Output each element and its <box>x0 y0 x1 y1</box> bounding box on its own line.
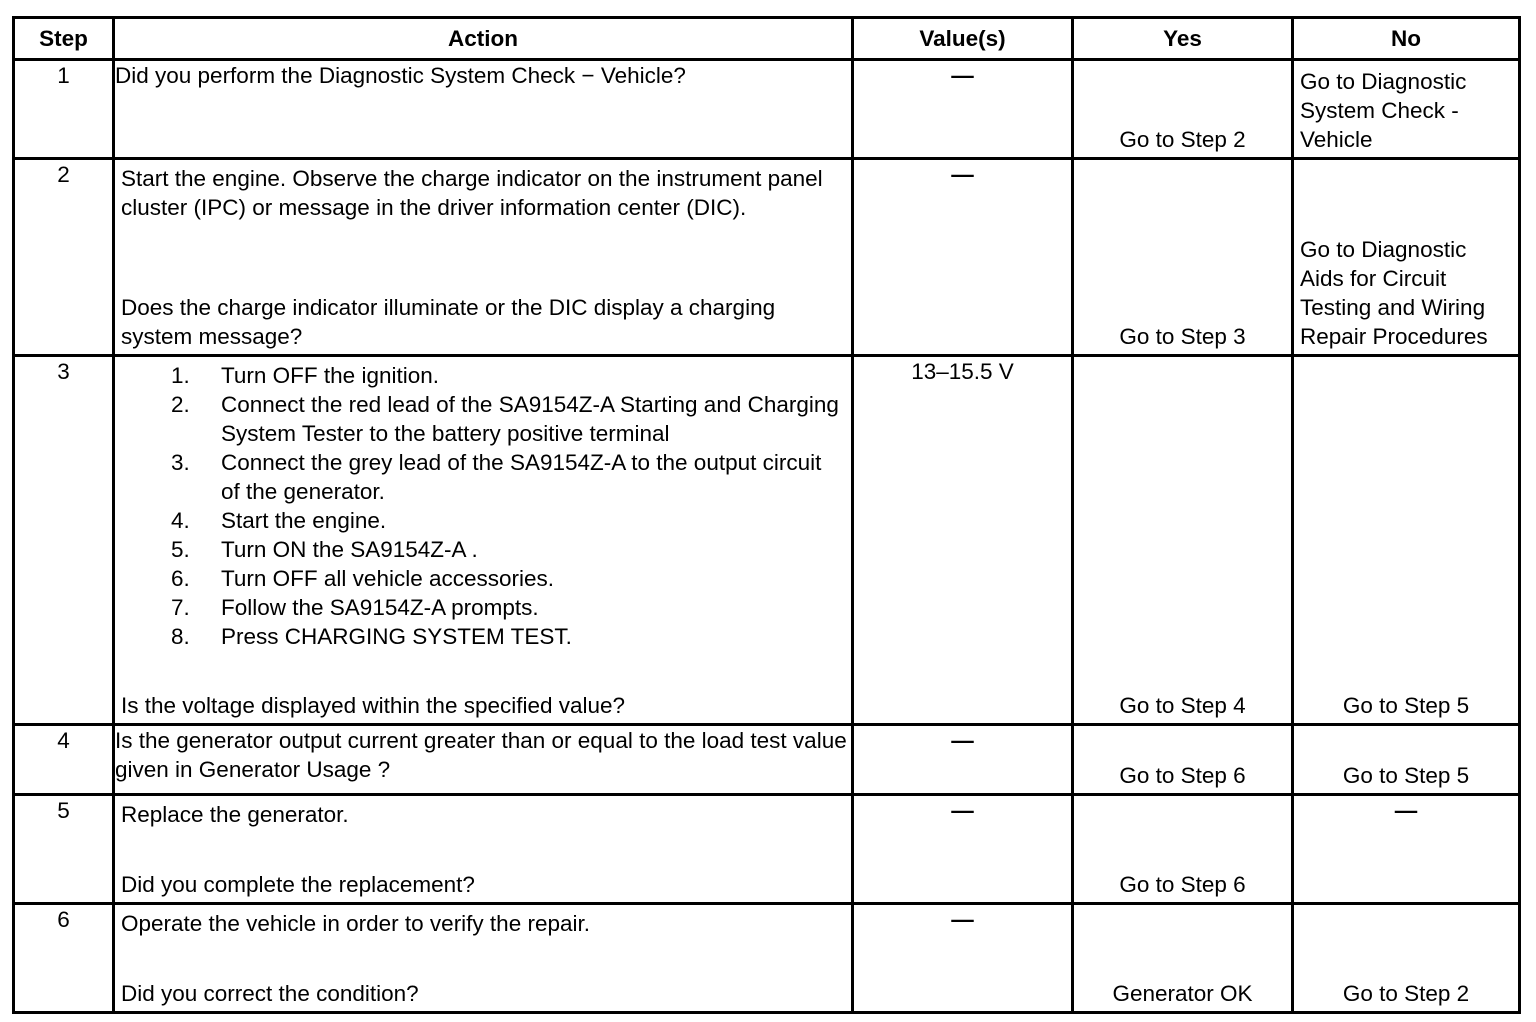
yes-cell <box>1074 796 1294 905</box>
no-goto-link: Go to Step 5 <box>1342 763 1470 788</box>
step-number: 3 <box>15 357 115 726</box>
value-cell: — <box>854 796 1074 905</box>
yes-cell <box>1074 905 1294 1011</box>
yes-cell <box>1074 61 1294 160</box>
action-question: Did you correct the condition? <box>121 981 419 1006</box>
procedure-step: 2. Connect the red lead of the SA9154Z-A Starting and Charging System Tester to the battery positive terminal <box>171 392 839 446</box>
action-question: Is the voltage displayed within the specified value? <box>121 693 626 718</box>
action-cell <box>115 160 854 357</box>
header-step: Step <box>15 19 115 61</box>
no-goto-link: Go to Diagnostic System Check - Vehicle <box>1300 69 1467 152</box>
no-cell <box>1294 160 1518 357</box>
yes-goto-link: Go to Step 6 <box>1119 872 1246 897</box>
no-cell: — <box>1294 796 1518 905</box>
step-number: 5 <box>15 796 115 905</box>
procedure-step: 3. Connect the grey lead of the SA9154Z-A to the output circuit of the generator. <box>171 450 822 504</box>
yes-goto-link: Go to Step 6 <box>1119 763 1246 788</box>
yes-cell <box>1074 726 1294 796</box>
yes-goto-link: Go to Step 2 <box>1119 127 1246 152</box>
no-goto-link: Go to Diagnostic Aids for Circuit Testing and Wiring Repair Procedures <box>1300 237 1488 349</box>
action-cell <box>115 796 854 905</box>
procedure-list <box>121 361 845 651</box>
header-action: Action <box>115 19 854 61</box>
action-question: Did you complete the replacement? <box>121 872 475 897</box>
procedure-step: 6. Turn OFF all vehicle accessories. <box>171 566 555 591</box>
header-yes: Yes <box>1074 19 1294 61</box>
no-cell <box>1294 61 1518 160</box>
table-row <box>15 905 1518 1011</box>
diagnostic-table <box>12 16 1521 1014</box>
no-goto-link: Go to Step 5 <box>1342 693 1470 718</box>
no-cell <box>1294 357 1518 726</box>
yes-goto-link: Generator OK <box>1112 981 1253 1006</box>
action-instruction: Replace the generator. <box>121 802 349 827</box>
value-cell: — <box>854 160 1074 357</box>
yes-goto-link: Go to Step 4 <box>1119 693 1246 718</box>
action-instruction: Operate the vehicle in order to verify the repair. <box>121 911 590 936</box>
table-row <box>15 61 1518 160</box>
table-row <box>15 726 1518 796</box>
step-number: 4 <box>15 726 115 796</box>
header-row <box>15 19 1518 61</box>
action-steps <box>121 361 845 651</box>
procedure-step: 4. Start the engine. <box>171 508 387 533</box>
action-cell <box>115 905 854 1011</box>
header-no: No <box>1294 19 1518 61</box>
step-number: 1 <box>15 61 115 160</box>
no-cell <box>1294 905 1518 1011</box>
no-goto-link: Go to Step 2 <box>1342 981 1470 1006</box>
value-cell: 13–15.5 V <box>854 357 1074 726</box>
action-instruction: Start the engine. Observe the charge indicator on the instrument panel cluster (IPC) or message in the driver information center (DIC). <box>121 166 823 220</box>
yes-cell <box>1074 357 1294 726</box>
no-cell <box>1294 726 1518 796</box>
table-row <box>15 796 1518 905</box>
header-values: Value(s) <box>854 19 1074 61</box>
procedure-step: 8. Press CHARGING SYSTEM TEST. <box>171 624 572 649</box>
step-number: 2 <box>15 160 115 357</box>
value-cell: — <box>854 61 1074 160</box>
action-cell <box>115 726 854 796</box>
action-cell <box>115 357 854 726</box>
table-row <box>15 160 1518 357</box>
value-cell: — <box>854 905 1074 1011</box>
yes-cell <box>1074 160 1294 357</box>
procedure-step: 1. Turn OFF the ignition. <box>171 363 440 388</box>
step-number: 6 <box>15 905 115 1011</box>
action-question: Is the generator output current greater than or equal to the load test value given in Generator Usage ? <box>115 728 847 782</box>
action-cell <box>115 61 854 160</box>
procedure-step: 7. Follow the SA9154Z-A prompts. <box>171 595 539 620</box>
yes-goto-link: Go to Step 3 <box>1119 324 1246 349</box>
action-question: Does the charge indicator illuminate or the DIC display a charging system message? <box>121 295 776 349</box>
action-question: Did you perform the Diagnostic System Check − Vehicle? <box>115 63 686 88</box>
value-cell: — <box>854 726 1074 796</box>
table-row <box>15 357 1518 726</box>
procedure-step: 5. Turn ON the SA9154Z-A . <box>171 537 478 562</box>
